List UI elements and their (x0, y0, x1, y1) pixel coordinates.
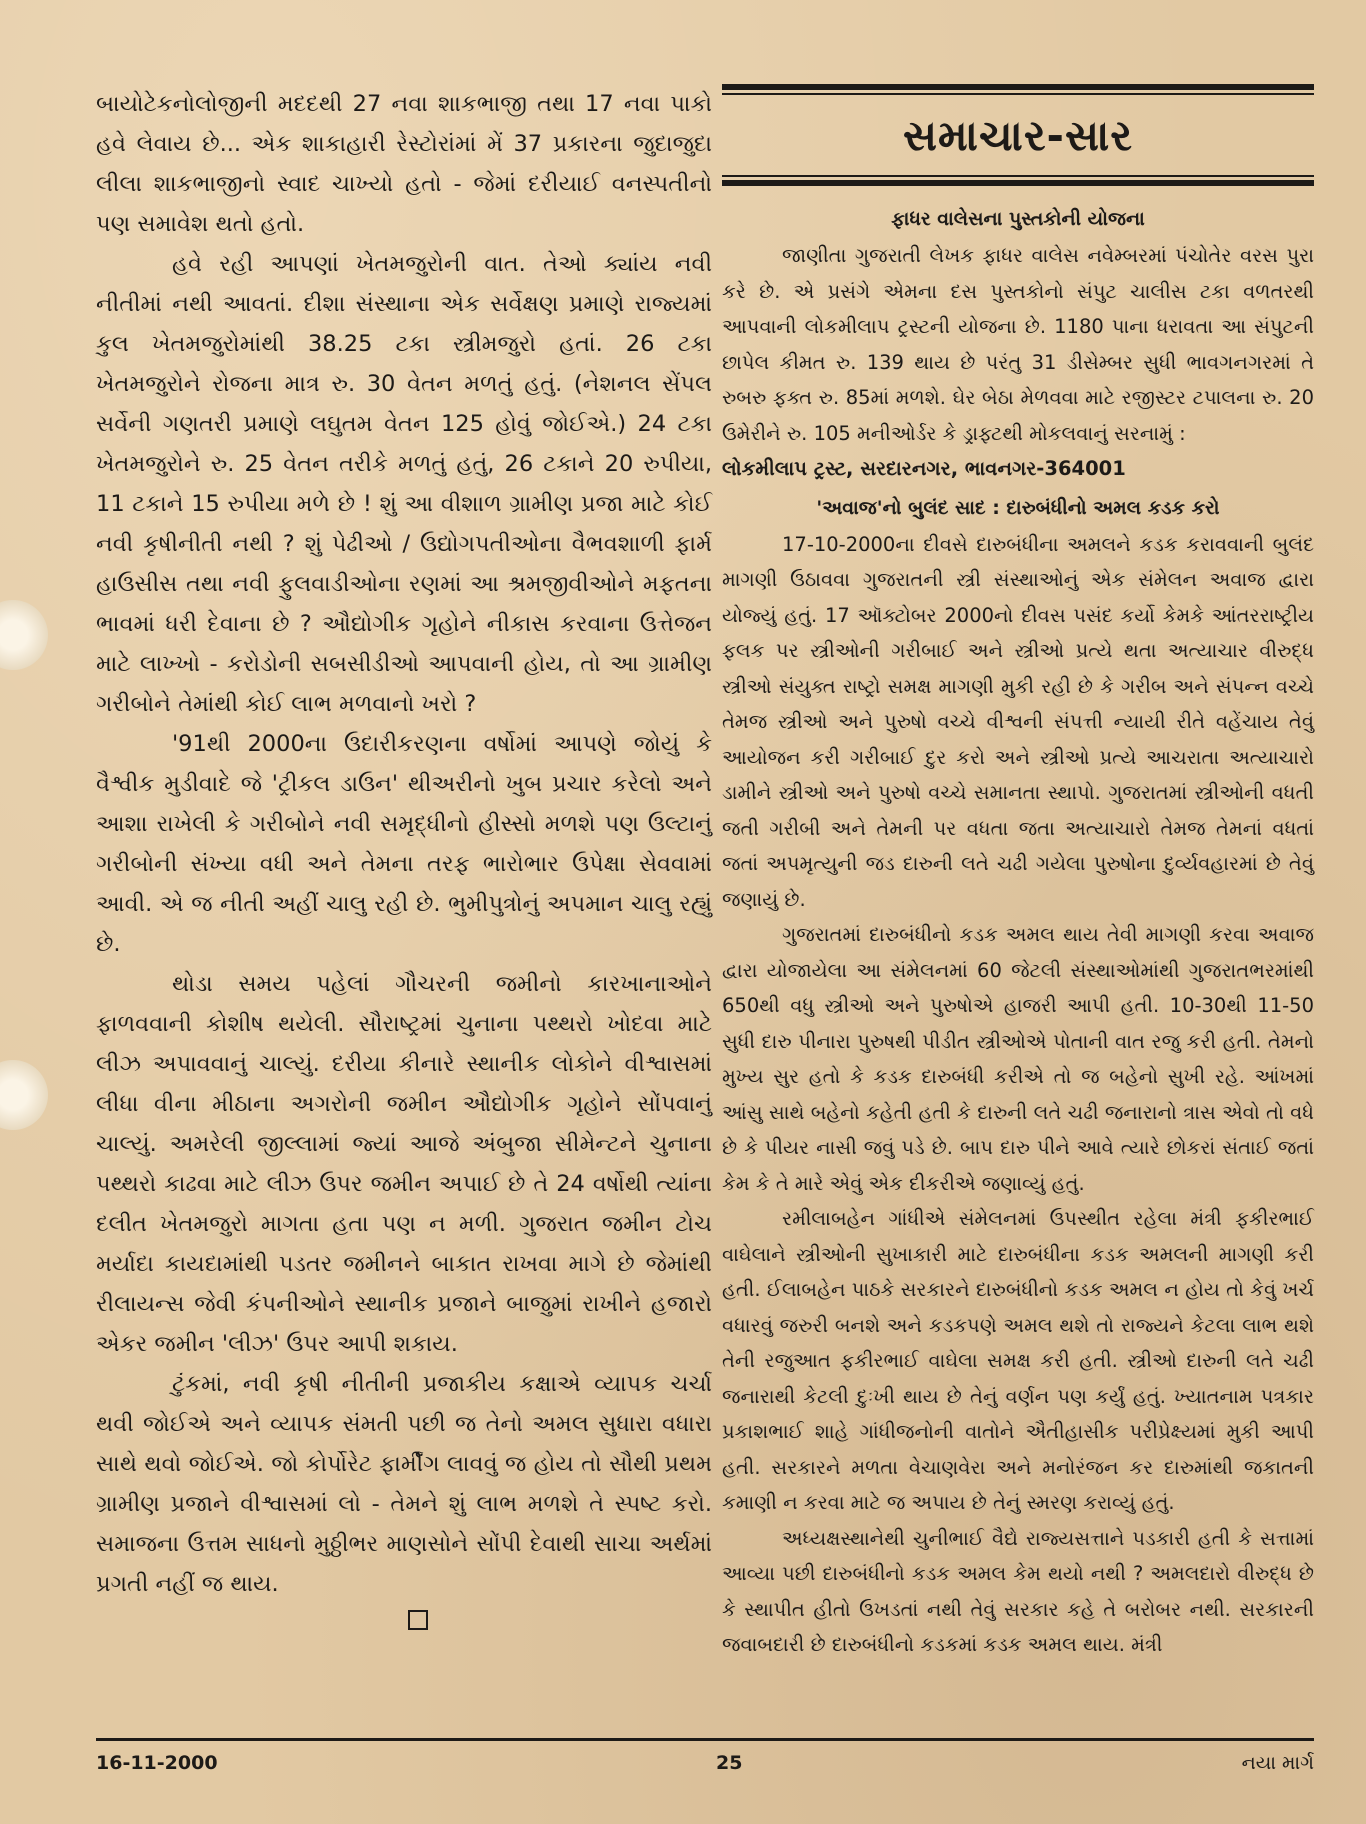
magazine-name: નયા માર્ગ (1241, 1752, 1314, 1774)
story-paragraph: 17-10-2000ના દીવસે દારુબંધીના અમલને કડક કરાવવાની બુલંદ માગણી ઉઠાવવા ગુજરાતની સ્ત્રી સંસ્થાઓનું એક સંમેલન અવાજ દ્વારા યોજ્યું હતું. 17 ઑક્ટોબર 2000નો દીવસ પસંદ કર્યો કેમકે આંતરરાષ્ટ્રીય ફલક પર સ્ત્રીઓની ગરીબાઈ અને સ્ત્રીઓ પ્રત્યે થતા અત્યાચાર વીરુદ્ધ સ્ત્રીઓ સંયુક્ત રાષ્ટ્રો સમક્ષ માગણી મુકી રહી છે કે ગરીબ અને સંપન્ન વચ્ચે તેમજ સ્ત્રીઓ અને પુરુષો વચ્ચે વીશ્વની સંપત્તી ન્યાયી રીતે વહેંચાય તેવું આયોજન કરી ગરીબાઈ દુર કરો અને સ્ત્રીઓ પ્રત્યે આચરાતા અત્યાચારો ડામીને સ્ત્રીઓ અને પુરુષો વચ્ચે સમાનતા સ્થાપો. ગુજરાતમાં સ્ત્રીઓની વધતી જતી ગરીબી અને તેમની પર વધતા જતા અત્યાચારો તેમજ તેમનાં વધતાં જતાં અપમૃત્યુની જડ દારુની લતે ચઢી ગયેલા પુરુષોના દુર્વ્યવહારમાં છે તેવું જણાયું છે. (722, 532, 1314, 911)
article-paragraph: ટુંકમાં, નવી કૃષી નીતીની પ્રજાકીય કક્ષાએ વ્યાપક ચર્ચા થવી જોઈએ અને વ્યાપક સંમતી પછી જ તેનો અમલ સુધારા વધારા સાથે થવો જોઈએ. જો કોર્પોરેટ ફાર્મીંગ લાવવું જ હોય તો સૌથી પ્રથમ ગ્રામીણ પ્રજાને વીશ્વાસમાં લો - તેમને શું લાભ મળશે તે સ્પષ્ટ કરો. સમાજના ઉત્તમ સાધનો મુઠ્ઠીભર માણસોને સોંપી દેવાથી સાચા અર્થમાં પ્રગતી નહીં જ થાય. (96, 1371, 712, 1597)
punch-hole (0, 1060, 48, 1130)
article-paragraph: થોડા સમય પહેલાં ગૌચરની જમીનો કારખાનાઓને ફાળવવાની કોશીષ થયેલી. સૌરાષ્ટ્રમાં ચુનાના પથ્થરો ખોદવા માટે લીઝ અપાવવાનું ચાલ્યું. દરીયા કીનારે સ્થાનીક લોકોને વીશ્વાસમાં લીધા વીના મીઠાના અગરોની જમીન ઔદ્યોગીક ગૃહોને સોંપવાનું ચાલ્યું. અમરેલી જીલ્લામાં જ્યાં આજે અંબુજા સીમેન્ટને ચુનાના પથ્થરો કાઢવા માટે લીઝ ઉપર જમીન અપાઈ છે તે 24 વર્ષોથી ત્યાંના દલીત ખેતમજુરો માગતા હતા પણ ન મળી. ગુજરાત જમીન ટોચ મર્યાદા કાયદામાંથી પડતર જમીનને બાકાત રાખવા માગે છે જેમાંથી રીલાયન્સ જેવી કંપનીઓને સ્થાનીક પ્રજાને બાજુમાં રાખીને હજારો એકર જમીન 'લીઝ' ઉપર આપી શકાય. (96, 971, 712, 1357)
article-paragraph: બાયોટેકનોલોજીની મદદથી 27 નવા શાકભાજી તથા 17 નવા પાકો હવે લેવાય છે... એક શાકાહારી રેસ્ટોરાંમાં મેં 37 પ્રકારના જુદાજુદા લીલા શાકભાજીનો સ્વાદ ચાખ્યો હતો - જેમાં દરીયાઈ વનસ્પતીનો પણ સમાવેશ થતો હતો. (96, 91, 712, 237)
article-paragraph: હવે રહી આપણાં ખેતમજુરોની વાત. તેઓ ક્યાંય નવી નીતીમાં નથી આવતાં. દીશા સંસ્થાના એક સર્વેક્ષણ પ્રમાણે રાજ્યમાં કુલ ખેતમજુરોમાંથી 38.25 ટકા સ્ત્રીમજુરો હતાં. 26 ટકા ખેતમજુરોને રોજના માત્ર રુ. 30 વેતન મળતું હતું. (નેશનલ સેંપલ સર્વેની ગણતરી પ્રમાણે લઘુતમ વેતન 125 હોવું જોઈએ.) 24 ટકા ખેતમજુરોને રુ. 25 વેતન તરીકે મળતું હતું, 26 ટકાને 20 રુપીયા, 11 ટકાને 15 રુપીયા મળે છે ! શું આ વીશાળ ગ્રામીણ પ્રજા માટે કોઈ નવી કૃષીનીતી નથી ? શું પેઢીઓ / ઉદ્યોગપતીઓના વૈભવશાળી ફાર્મ હાઉસીસ તથા નવી ફુલવાડીઓના રણમાં આ શ્રમજીવીઓને મફતના ભાવમાં ધરી દેવાના છે ? ઔદ્યોગીક ગૃહોને નીકાસ કરવાના ઉત્તેજન માટે લાખ્ખો - કરોડોની સબસીડીઓ આપવાની હોય, તો આ ગ્રામીણ ગરીબોને તેમાંથી કોઈ લાભ મળવાનો ખરો ? (96, 251, 712, 717)
story-body: જાણીતા ગુજરાતી લેખક ફાધર વાલેસ નવેમ્બરમાં પંચોતેર વરસ પુરા કરે છે. એ પ્રસંગે એમના દસ પુસ્તકોનો સંપુટ ચાલીસ ટકા વળતરથી આપવાની લોકમીલાપ ટ્રસ્ટની યોજના છે. 1180 પાના ધરાવતા આ સંપુટની છાપેલ કીમત રુ. 139 થાય છે પરંતુ 31 ડીસેમ્બર સુધી ભાવગનગરમાં તે રુબરુ ફક્ત રુ. 85માં મળશે. ઘેર બેઠા મેળવવા માટે રજીસ્ટર ટપાલના રુ. 20 ઉમેરીને રુ. 105 મનીઓર્ડર કે ડ્રાફ્ટથી મોકલવાનું સરનામું : (722, 244, 1314, 445)
masthead-rule-bottom (722, 180, 1314, 186)
masthead-rule-bottom-thin (722, 175, 1314, 177)
story-paragraph: ગુજરાતમાં દારુબંધીનો કડક અમલ થાય તેવી માગણી કરવા અવાજ દ્વારા યોજાયેલા આ સંમેલનમાં 60 જેટલી સંસ્થાઓમાંથી ગુજરાતભરમાંથી 650થી વધુ સ્ત્રીઓ અને પુરુષોએ હાજરી આપી હતી. 10-30થી 11-50 સુધી દારુ પીનારા પુરુષથી પીડીત સ્ત્રીઓએ પોતાની વાત રજુ કરી હતી. તેમનો મુખ્ય સુર હતો કે કડક દારુબંધી કરીએ તો જ બહેનો સુખી રહે. આંખમાં આંસુ સાથે બહેનો કહેતી હતી કે દારુની લતે ચઢી જનારાનો ત્રાસ એવો તો વધે છે કે પીયર નાસી જવું પડે છે. બાપ દારુ પીને આવે ત્યારે છોકરાં સંતાઈ જતાં કેમ કે તે મારે એવું એક દીકરીએ જણાવ્યું હતું. (722, 923, 1314, 1195)
article-paragraph: '91થી 2000ના ઉદારીકરણના વર્ષોમાં આપણે જોયું કે વૈશ્વીક મુડીવાદે જે 'ટ્રીકલ ડાઉન' થીઅરીનો ખુબ પ્રચાર કરેલો અને આશા રાખેલી કે ગરીબોને નવી સમૃદ્ધીનો હીસ્સો મળશે પણ ઉલ્ટાનું ગરીબોની સંખ્યા વધી અને તેમના તરફ ભારોભાર ઉપેક્ષા સેવવામાં આવી. એ જ નીતી અહીં ચાલુ રહી છે. ભુમીપુત્રોનું અપમાન ચાલુ રહ્યું છે. (96, 731, 712, 957)
story-heading: 'અવાજ'નો બુલંદ સાદ : દારુબંધીનો અમલ કડક કરો (816, 496, 1220, 519)
issue-date: 16-11-2000 (96, 1752, 218, 1774)
masthead-rule-top (722, 84, 1314, 90)
left-column-article (96, 84, 712, 1630)
story-heading: ફાધર વાલેસના પુસ્તકોની યોજના (891, 208, 1145, 230)
punch-hole (0, 600, 48, 670)
end-of-article-mark (408, 1610, 428, 1630)
footer-rule (96, 1738, 1314, 1741)
story-paragraph: રમીલાબહેન ગાંધીએ સંમેલનમાં ઉપસ્થીત રહેલા મંત્રી ફકીરભાઈ વાઘેલાને સ્ત્રીઓની સુખાકારી માટે દારુબંધીના કડક અમલની માગણી કરી હતી. ઈલાબહેન પાઠકે સરકારને દારુબંધીનો કડક અમલ ન હોય તો કેવું ખર્ચ વધારવું જરુરી બનશે અને કડકપણે અમલ થશે તો રાજ્યને કેટલા લાભ થશે તેની રજુઆત ફકીરભાઈ વાઘેલા સમક્ષ કરી હતી. સ્ત્રીઓ દારુની લતે ચઢી જનારાથી કેટલી દુઃખી થાય છે તેનું વર્ણન પણ કર્યું હતું. ખ્યાતનામ પત્રકાર પ્રકાશભાઈ શાહે ગાંધીજનોની વાતોને ઐતીહાસીક પરીપ્રેક્ષ્યમાં મુકી આપી હતી. સરકારને મળતા વેચાણવેરા અને મનોરંજન કર દારુમાંથી જકાતની કમાણી ન કરવા માટે જ અપાય છે તેનું સ્મરણ કરાવ્યું હતું. (722, 1207, 1314, 1514)
news-summary-column (722, 84, 1314, 1663)
column-masthead: સમાચાર-સાર (902, 111, 1134, 160)
story-paragraph: અધ્યક્ષસ્થાનેથી ચુનીભાઈ વૈદ્યે રાજ્યસત્તાને પડકારી હતી કે સત્તામાં આવ્યા પછી દારુબંધીનો કડક અમલ કેમ થયો નથી ? અમલદારો વીરુદ્ધ છે કે સ્થાપીત હીતો ઉખડતાં નથી તેવું સરકાર કહે તે બરોબર નથી. સરકારની જવાબદારી છે દારુબંધીનો કડકમાં કડક અમલ થાય. મંત્રી (722, 1526, 1314, 1656)
page-footer (96, 1752, 1314, 1788)
story-address: લોકમીલાપ ટ્રસ્ટ, સરદારનગર, ભાવનગર-364001 (722, 457, 1126, 480)
masthead-rule-top-thin (722, 93, 1314, 95)
page-number: 25 (716, 1752, 743, 1774)
